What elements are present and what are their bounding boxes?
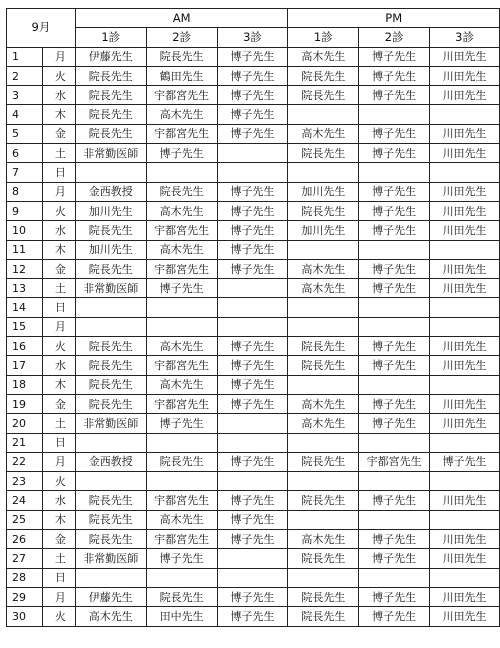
pm-doctor-cell: 高木先生 bbox=[288, 414, 359, 433]
am-doctor-cell bbox=[146, 433, 217, 452]
weekday: 火 bbox=[42, 66, 75, 85]
am-doctor-cell: 博子先生 bbox=[217, 124, 288, 143]
header-row-slots bbox=[7, 28, 500, 47]
weekday: 金 bbox=[42, 394, 75, 413]
am-doctor-cell: 博子先生 bbox=[217, 47, 288, 66]
pm-doctor-cell: 博子先生 bbox=[359, 182, 430, 201]
weekday: 金 bbox=[42, 124, 75, 143]
am-doctor-cell bbox=[75, 568, 146, 587]
day-number: 2 bbox=[7, 66, 43, 85]
pm-doctor-cell: 博子先生 bbox=[359, 86, 430, 105]
table-row bbox=[7, 491, 500, 510]
pm-doctor-cell: 院長先生 bbox=[288, 587, 359, 606]
am-doctor-cell: 宇都宮先生 bbox=[146, 356, 217, 375]
pm-doctor-cell: 博子先生 bbox=[359, 47, 430, 66]
am-doctor-cell: 博子先生 bbox=[217, 182, 288, 201]
pm-doctor-cell: 高木先生 bbox=[288, 394, 359, 413]
pm-doctor-cell bbox=[430, 510, 500, 529]
am-doctor-cell: 院長先生 bbox=[146, 47, 217, 66]
pm-doctor-cell: 博子先生 bbox=[359, 549, 430, 568]
day-number: 8 bbox=[7, 182, 43, 201]
pm-doctor-cell bbox=[430, 105, 500, 124]
am-doctor-cell: 加川先生 bbox=[75, 201, 146, 220]
pm-doctor-cell bbox=[359, 317, 430, 336]
am-label: AM bbox=[75, 9, 288, 28]
am-doctor-cell bbox=[217, 472, 288, 491]
am-doctor-cell bbox=[146, 472, 217, 491]
pm-doctor-cell bbox=[430, 433, 500, 452]
table-row bbox=[7, 510, 500, 529]
weekday: 火 bbox=[42, 201, 75, 220]
am-doctor-cell bbox=[217, 433, 288, 452]
pm-doctor-cell: 川田先生 bbox=[430, 414, 500, 433]
pm-doctor-cell: 博子先生 bbox=[359, 530, 430, 549]
day-number: 9 bbox=[7, 201, 43, 220]
pm-doctor-cell: 院長先生 bbox=[288, 337, 359, 356]
am-doctor-cell bbox=[217, 414, 288, 433]
am-doctor-cell bbox=[75, 472, 146, 491]
pm-doctor-cell bbox=[430, 472, 500, 491]
am-doctor-cell: 宇都宮先生 bbox=[146, 491, 217, 510]
schedule-header bbox=[7, 9, 500, 48]
am-doctor-cell: 博子先生 bbox=[217, 510, 288, 529]
am-doctor-cell: 博子先生 bbox=[217, 356, 288, 375]
am-doctor-cell bbox=[75, 298, 146, 317]
am-doctor-cell: 博子先生 bbox=[217, 221, 288, 240]
am-doctor-cell: 金西教授 bbox=[75, 452, 146, 471]
am-doctor-cell: 博子先生 bbox=[217, 66, 288, 85]
pm-doctor-cell bbox=[288, 433, 359, 452]
table-row bbox=[7, 530, 500, 549]
am-doctor-cell bbox=[75, 433, 146, 452]
weekday: 土 bbox=[42, 414, 75, 433]
day-number: 24 bbox=[7, 491, 43, 510]
pm-label: PM bbox=[288, 9, 500, 28]
day-number: 25 bbox=[7, 510, 43, 529]
pm-doctor-cell: 博子先生 bbox=[359, 66, 430, 85]
pm-doctor-cell: 川田先生 bbox=[430, 337, 500, 356]
table-row bbox=[7, 279, 500, 298]
pm-doctor-cell: 加川先生 bbox=[288, 221, 359, 240]
day-number: 20 bbox=[7, 414, 43, 433]
pm-doctor-cell bbox=[288, 510, 359, 529]
am-doctor-cell: 博子先生 bbox=[217, 105, 288, 124]
pm-doctor-cell: 川田先生 bbox=[430, 607, 500, 626]
pm-doctor-cell: 博子先生 bbox=[359, 356, 430, 375]
pm-doctor-cell: 博子先生 bbox=[359, 337, 430, 356]
table-row bbox=[7, 259, 500, 278]
am-doctor-cell bbox=[146, 298, 217, 317]
am-doctor-cell: 博子先生 bbox=[217, 375, 288, 394]
pm-doctor-cell: 院長先生 bbox=[288, 201, 359, 220]
am-doctor-cell: 博子先生 bbox=[146, 144, 217, 163]
am-doctor-cell bbox=[146, 163, 217, 182]
weekday: 金 bbox=[42, 259, 75, 278]
am-doctor-cell: 院長先生 bbox=[146, 182, 217, 201]
am-doctor-cell: 博子先生 bbox=[217, 259, 288, 278]
table-row bbox=[7, 568, 500, 587]
table-row bbox=[7, 356, 500, 375]
day-number: 19 bbox=[7, 394, 43, 413]
am-doctor-cell: 博子先生 bbox=[217, 201, 288, 220]
table-row bbox=[7, 433, 500, 452]
table-row bbox=[7, 163, 500, 182]
table-row bbox=[7, 47, 500, 66]
day-number: 16 bbox=[7, 337, 43, 356]
pm-doctor-cell: 博子先生 bbox=[359, 394, 430, 413]
am-doctor-cell: 博子先生 bbox=[146, 414, 217, 433]
am-doctor-cell bbox=[75, 317, 146, 336]
am-doctor-cell: 院長先生 bbox=[75, 259, 146, 278]
weekday: 月 bbox=[42, 182, 75, 201]
am-doctor-cell: 宇都宮先生 bbox=[146, 530, 217, 549]
day-number: 1 bbox=[7, 47, 43, 66]
pm-doctor-cell bbox=[359, 240, 430, 259]
am-doctor-cell: 高木先生 bbox=[146, 337, 217, 356]
weekday: 金 bbox=[42, 530, 75, 549]
pm-doctor-cell bbox=[359, 472, 430, 491]
weekday: 火 bbox=[42, 607, 75, 626]
day-number: 21 bbox=[7, 433, 43, 452]
am-doctor-cell: 院長先生 bbox=[75, 124, 146, 143]
header-row-period bbox=[7, 9, 500, 28]
pm-doctor-cell bbox=[359, 298, 430, 317]
am-doctor-cell bbox=[146, 568, 217, 587]
pm-doctor-cell: 川田先生 bbox=[430, 86, 500, 105]
am-doctor-cell bbox=[75, 163, 146, 182]
am-doctor-cell: 宇都宮先生 bbox=[146, 86, 217, 105]
slot-label: 2診 bbox=[146, 28, 217, 47]
am-doctor-cell: 金西教授 bbox=[75, 182, 146, 201]
table-row bbox=[7, 317, 500, 336]
pm-doctor-cell: 高木先生 bbox=[288, 530, 359, 549]
am-doctor-cell: 博子先生 bbox=[146, 279, 217, 298]
day-number: 5 bbox=[7, 124, 43, 143]
pm-doctor-cell: 博子先生 bbox=[359, 414, 430, 433]
pm-doctor-cell bbox=[359, 105, 430, 124]
pm-doctor-cell bbox=[359, 568, 430, 587]
am-doctor-cell: 院長先生 bbox=[75, 530, 146, 549]
slot-label: 3診 bbox=[217, 28, 288, 47]
am-doctor-cell: 非常勤医師 bbox=[75, 549, 146, 568]
pm-doctor-cell: 川田先生 bbox=[430, 182, 500, 201]
pm-doctor-cell: 川田先生 bbox=[430, 491, 500, 510]
am-doctor-cell: 博子先生 bbox=[217, 587, 288, 606]
weekday: 木 bbox=[42, 105, 75, 124]
day-number: 10 bbox=[7, 221, 43, 240]
table-row bbox=[7, 452, 500, 471]
pm-doctor-cell bbox=[288, 163, 359, 182]
pm-doctor-cell: 博子先生 bbox=[359, 491, 430, 510]
table-row bbox=[7, 182, 500, 201]
am-doctor-cell: 非常勤医師 bbox=[75, 144, 146, 163]
am-doctor-cell: 博子先生 bbox=[217, 452, 288, 471]
table-row bbox=[7, 86, 500, 105]
weekday: 水 bbox=[42, 356, 75, 375]
pm-doctor-cell bbox=[288, 375, 359, 394]
weekday: 水 bbox=[42, 491, 75, 510]
am-doctor-cell: 高木先生 bbox=[146, 510, 217, 529]
am-doctor-cell: 高木先生 bbox=[146, 105, 217, 124]
weekday: 火 bbox=[42, 472, 75, 491]
day-number: 12 bbox=[7, 259, 43, 278]
pm-doctor-cell: 院長先生 bbox=[288, 452, 359, 471]
am-doctor-cell: 田中先生 bbox=[146, 607, 217, 626]
pm-doctor-cell bbox=[288, 298, 359, 317]
pm-doctor-cell: 博子先生 bbox=[359, 279, 430, 298]
table-row bbox=[7, 105, 500, 124]
am-doctor-cell bbox=[217, 279, 288, 298]
weekday: 土 bbox=[42, 549, 75, 568]
pm-doctor-cell: 院長先生 bbox=[288, 86, 359, 105]
weekday: 土 bbox=[42, 144, 75, 163]
weekday: 日 bbox=[42, 433, 75, 452]
table-row bbox=[7, 414, 500, 433]
pm-doctor-cell bbox=[288, 568, 359, 587]
am-doctor-cell: 院長先生 bbox=[75, 337, 146, 356]
pm-doctor-cell bbox=[430, 240, 500, 259]
pm-doctor-cell bbox=[359, 510, 430, 529]
weekday: 日 bbox=[42, 163, 75, 182]
am-doctor-cell: 博子先生 bbox=[217, 86, 288, 105]
table-row bbox=[7, 607, 500, 626]
schedule-table bbox=[6, 8, 500, 627]
table-row bbox=[7, 472, 500, 491]
pm-doctor-cell: 博子先生 bbox=[359, 221, 430, 240]
am-doctor-cell: 高木先生 bbox=[146, 375, 217, 394]
weekday: 土 bbox=[42, 279, 75, 298]
am-doctor-cell bbox=[217, 317, 288, 336]
pm-doctor-cell: 川田先生 bbox=[430, 124, 500, 143]
pm-doctor-cell: 川田先生 bbox=[430, 587, 500, 606]
pm-doctor-cell: 川田先生 bbox=[430, 201, 500, 220]
am-doctor-cell: 院長先生 bbox=[75, 356, 146, 375]
pm-doctor-cell: 博子先生 bbox=[359, 259, 430, 278]
day-number: 3 bbox=[7, 86, 43, 105]
weekday: 月 bbox=[42, 452, 75, 471]
day-number: 30 bbox=[7, 607, 43, 626]
pm-doctor-cell: 院長先生 bbox=[288, 607, 359, 626]
day-number: 18 bbox=[7, 375, 43, 394]
am-doctor-cell: 鶴田先生 bbox=[146, 66, 217, 85]
pm-doctor-cell: 加川先生 bbox=[288, 182, 359, 201]
am-doctor-cell: 院長先生 bbox=[75, 394, 146, 413]
day-number: 27 bbox=[7, 549, 43, 568]
pm-doctor-cell: 博子先生 bbox=[359, 587, 430, 606]
pm-doctor-cell: 高木先生 bbox=[288, 279, 359, 298]
am-doctor-cell bbox=[217, 568, 288, 587]
am-doctor-cell: 博子先生 bbox=[217, 337, 288, 356]
pm-doctor-cell bbox=[430, 298, 500, 317]
table-row bbox=[7, 240, 500, 259]
am-doctor-cell: 伊藤先生 bbox=[75, 587, 146, 606]
pm-doctor-cell: 川田先生 bbox=[430, 279, 500, 298]
weekday: 火 bbox=[42, 337, 75, 356]
pm-doctor-cell bbox=[288, 317, 359, 336]
am-doctor-cell: 宇都宮先生 bbox=[146, 221, 217, 240]
am-doctor-cell: 院長先生 bbox=[75, 375, 146, 394]
table-row bbox=[7, 375, 500, 394]
am-doctor-cell: 院長先生 bbox=[75, 105, 146, 124]
weekday: 月 bbox=[42, 47, 75, 66]
pm-doctor-cell: 院長先生 bbox=[288, 549, 359, 568]
pm-doctor-cell: 院長先生 bbox=[288, 144, 359, 163]
table-row bbox=[7, 66, 500, 85]
am-doctor-cell: 博子先生 bbox=[217, 394, 288, 413]
am-doctor-cell: 加川先生 bbox=[75, 240, 146, 259]
pm-doctor-cell: 川田先生 bbox=[430, 394, 500, 413]
weekday: 日 bbox=[42, 568, 75, 587]
day-number: 11 bbox=[7, 240, 43, 259]
am-doctor-cell: 高木先生 bbox=[75, 607, 146, 626]
am-doctor-cell: 院長先生 bbox=[146, 452, 217, 471]
pm-doctor-cell: 院長先生 bbox=[288, 491, 359, 510]
weekday: 水 bbox=[42, 221, 75, 240]
month-label: 9月 bbox=[7, 9, 76, 48]
table-row bbox=[7, 144, 500, 163]
day-number: 23 bbox=[7, 472, 43, 491]
table-row bbox=[7, 337, 500, 356]
am-doctor-cell: 宇都宮先生 bbox=[146, 394, 217, 413]
pm-doctor-cell: 川田先生 bbox=[430, 549, 500, 568]
day-number: 14 bbox=[7, 298, 43, 317]
table-row bbox=[7, 587, 500, 606]
am-doctor-cell: 非常勤医師 bbox=[75, 279, 146, 298]
weekday: 月 bbox=[42, 587, 75, 606]
am-doctor-cell: 宇都宮先生 bbox=[146, 259, 217, 278]
pm-doctor-cell: 川田先生 bbox=[430, 356, 500, 375]
pm-doctor-cell bbox=[430, 317, 500, 336]
pm-doctor-cell: 博子先生 bbox=[430, 452, 500, 471]
weekday: 木 bbox=[42, 510, 75, 529]
pm-doctor-cell: 川田先生 bbox=[430, 66, 500, 85]
day-number: 17 bbox=[7, 356, 43, 375]
am-doctor-cell: 宇都宮先生 bbox=[146, 124, 217, 143]
day-number: 15 bbox=[7, 317, 43, 336]
am-doctor-cell: 伊藤先生 bbox=[75, 47, 146, 66]
pm-doctor-cell: 高木先生 bbox=[288, 124, 359, 143]
table-row bbox=[7, 221, 500, 240]
day-number: 26 bbox=[7, 530, 43, 549]
day-number: 13 bbox=[7, 279, 43, 298]
pm-doctor-cell bbox=[359, 375, 430, 394]
pm-doctor-cell bbox=[288, 105, 359, 124]
weekday: 木 bbox=[42, 240, 75, 259]
day-number: 22 bbox=[7, 452, 43, 471]
am-doctor-cell: 院長先生 bbox=[75, 66, 146, 85]
am-doctor-cell bbox=[217, 298, 288, 317]
am-doctor-cell: 博子先生 bbox=[217, 240, 288, 259]
pm-doctor-cell: 川田先生 bbox=[430, 530, 500, 549]
weekday: 木 bbox=[42, 375, 75, 394]
slot-label: 1診 bbox=[75, 28, 146, 47]
pm-doctor-cell bbox=[430, 375, 500, 394]
table-row bbox=[7, 124, 500, 143]
pm-doctor-cell: 川田先生 bbox=[430, 47, 500, 66]
table-row bbox=[7, 201, 500, 220]
day-number: 28 bbox=[7, 568, 43, 587]
am-doctor-cell: 院長先生 bbox=[75, 510, 146, 529]
pm-doctor-cell: 川田先生 bbox=[430, 221, 500, 240]
am-doctor-cell bbox=[146, 317, 217, 336]
table-row bbox=[7, 394, 500, 413]
weekday: 日 bbox=[42, 298, 75, 317]
pm-doctor-cell: 川田先生 bbox=[430, 144, 500, 163]
pm-doctor-cell: 博子先生 bbox=[359, 201, 430, 220]
am-doctor-cell: 院長先生 bbox=[75, 221, 146, 240]
weekday: 月 bbox=[42, 317, 75, 336]
table-row bbox=[7, 549, 500, 568]
am-doctor-cell: 高木先生 bbox=[146, 240, 217, 259]
slot-label: 3診 bbox=[430, 28, 500, 47]
am-doctor-cell: 院長先生 bbox=[146, 587, 217, 606]
pm-doctor-cell: 高木先生 bbox=[288, 259, 359, 278]
pm-doctor-cell bbox=[430, 163, 500, 182]
slot-label: 2診 bbox=[359, 28, 430, 47]
pm-doctor-cell: 高木先生 bbox=[288, 47, 359, 66]
am-doctor-cell: 博子先生 bbox=[217, 491, 288, 510]
day-number: 29 bbox=[7, 587, 43, 606]
am-doctor-cell: 院長先生 bbox=[75, 86, 146, 105]
pm-doctor-cell: 宇都宮先生 bbox=[359, 452, 430, 471]
pm-doctor-cell bbox=[288, 240, 359, 259]
day-number: 4 bbox=[7, 105, 43, 124]
pm-doctor-cell: 院長先生 bbox=[288, 66, 359, 85]
am-doctor-cell: 院長先生 bbox=[75, 491, 146, 510]
day-number: 7 bbox=[7, 163, 43, 182]
am-doctor-cell: 博子先生 bbox=[217, 530, 288, 549]
pm-doctor-cell: 博子先生 bbox=[359, 144, 430, 163]
pm-doctor-cell bbox=[288, 472, 359, 491]
table-row bbox=[7, 298, 500, 317]
am-doctor-cell: 非常勤医師 bbox=[75, 414, 146, 433]
slot-label: 1診 bbox=[288, 28, 359, 47]
am-doctor-cell: 博子先生 bbox=[146, 549, 217, 568]
day-number: 6 bbox=[7, 144, 43, 163]
schedule-body bbox=[7, 47, 500, 626]
pm-doctor-cell bbox=[359, 163, 430, 182]
am-doctor-cell bbox=[217, 144, 288, 163]
pm-doctor-cell: 博子先生 bbox=[359, 607, 430, 626]
pm-doctor-cell: 院長先生 bbox=[288, 356, 359, 375]
pm-doctor-cell: 博子先生 bbox=[359, 124, 430, 143]
pm-doctor-cell: 川田先生 bbox=[430, 259, 500, 278]
pm-doctor-cell bbox=[359, 433, 430, 452]
am-doctor-cell: 博子先生 bbox=[217, 607, 288, 626]
weekday: 水 bbox=[42, 86, 75, 105]
am-doctor-cell bbox=[217, 549, 288, 568]
am-doctor-cell bbox=[217, 163, 288, 182]
am-doctor-cell: 高木先生 bbox=[146, 201, 217, 220]
pm-doctor-cell bbox=[430, 568, 500, 587]
